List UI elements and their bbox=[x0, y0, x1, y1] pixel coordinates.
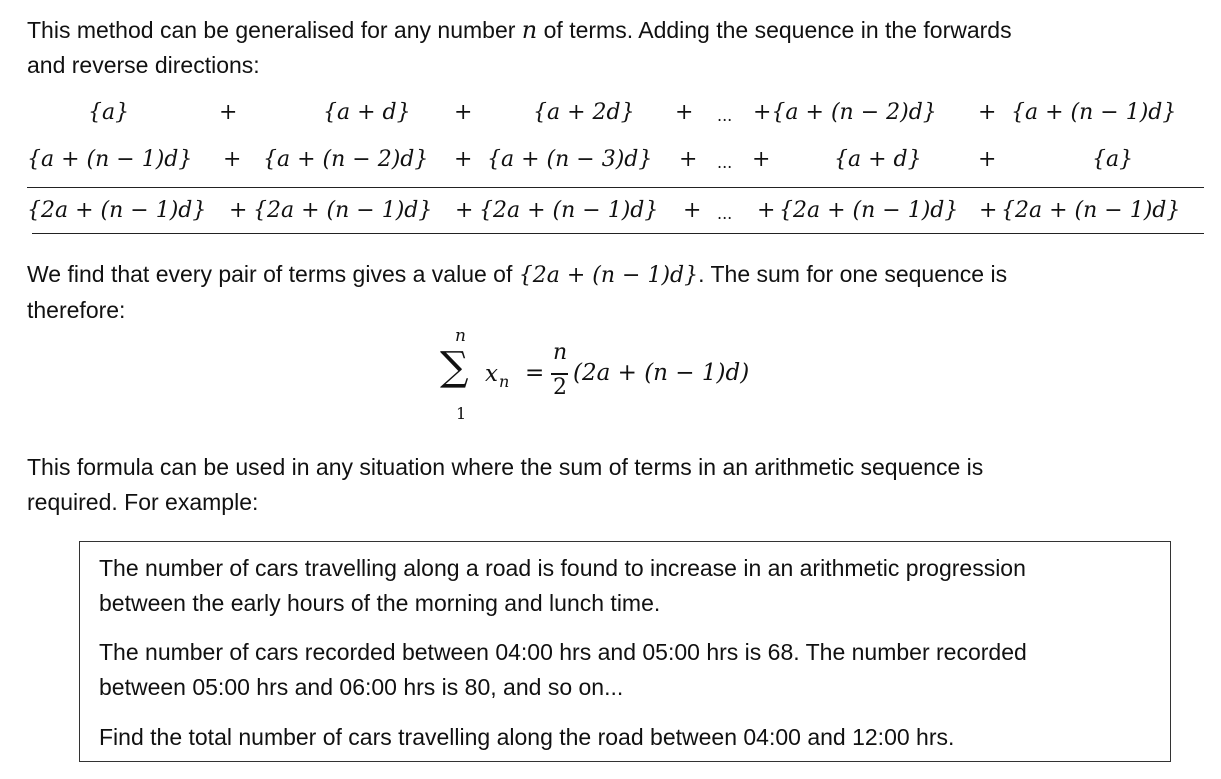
fwd-term-5: {a + (n − 1)d} bbox=[1011, 100, 1177, 125]
sum-rule-bottom bbox=[32, 233, 1204, 234]
reverse-sequence-row bbox=[27, 147, 1207, 181]
total-plus-2: + bbox=[455, 198, 474, 223]
rev-plus-3: + bbox=[679, 147, 698, 172]
usage-line-1: This formula can be used in any situation where the sum of terms in an arithmetic sequence is bbox=[27, 454, 984, 480]
example-p2-line-1: The number of cars recorded between 04:00 hrs and 05:00 hrs is 68. The number recorded bbox=[99, 639, 1027, 665]
total-plus-4: + bbox=[757, 198, 776, 223]
pair-text-1: We find that every pair of terms gives a value of bbox=[27, 261, 519, 287]
intro-text-2: of terms. Adding the sequence in the forwards bbox=[537, 17, 1012, 43]
intro-paragraph bbox=[27, 13, 1197, 83]
intro-line-1 bbox=[27, 13, 1197, 48]
usage-paragraph bbox=[27, 450, 1197, 520]
pair-line-2: therefore: bbox=[27, 297, 126, 323]
sigma-symbol: ∑ bbox=[440, 344, 469, 390]
usage-line-2: required. For example: bbox=[27, 489, 259, 515]
total-term-3: {2a + (n − 1)d} bbox=[479, 198, 659, 223]
total-ellipsis: ... bbox=[717, 204, 733, 223]
sum-upper-limit: n bbox=[455, 326, 466, 346]
total-row bbox=[27, 198, 1207, 232]
example-p1-line-1: The number of cars travelling along a road is found to increase in an arithmetic progression bbox=[99, 555, 1026, 581]
total-term-4: {2a + (n − 1)d} bbox=[779, 198, 959, 223]
term-subscript: n bbox=[499, 372, 510, 391]
fraction-numerator: n bbox=[553, 340, 568, 365]
total-term-5: {2a + (n − 1)d} bbox=[1001, 198, 1181, 223]
forward-sequence-row bbox=[27, 100, 1207, 134]
pair-text-2: . The sum for one sequence is bbox=[698, 261, 1008, 287]
fwd-plus-4: + bbox=[978, 100, 997, 125]
fwd-term-3: {a + 2d} bbox=[533, 100, 635, 125]
rev-plus-4: + bbox=[752, 147, 771, 172]
var-n: n bbox=[521, 16, 538, 44]
total-plus-1: + bbox=[229, 198, 248, 223]
rev-term-1: {a + (n − 1)d} bbox=[27, 147, 193, 172]
total-term-2: {2a + (n − 1)d} bbox=[253, 198, 433, 223]
term-x: x bbox=[485, 361, 498, 387]
example-paragraph-3: Find the total number of cars travelling along the road between 04:00 and 12:00 hrs. bbox=[99, 724, 955, 750]
example-p2-line-2: between 05:00 hrs and 06:00 hrs is 80, and so on... bbox=[99, 674, 624, 700]
sum-formula bbox=[440, 326, 800, 426]
fraction-denominator: 2 bbox=[553, 375, 567, 400]
total-plus-5: + bbox=[979, 198, 998, 223]
fwd-plus-3: + bbox=[675, 100, 694, 125]
fwd-term-4: +{a + (n − 2)d} bbox=[753, 100, 937, 125]
rev-plus-2: + bbox=[454, 147, 473, 172]
rev-plus-1: + bbox=[223, 147, 242, 172]
example-box bbox=[79, 541, 1171, 762]
rev-term-3: {a + (n − 3)d} bbox=[487, 147, 653, 172]
rev-term-4: {a + d} bbox=[834, 147, 922, 172]
sum-rule-top bbox=[27, 187, 1204, 188]
intro-text-1: This method can be generalised for any number bbox=[27, 17, 522, 43]
pair-expression: {2a + (n − 1)d} bbox=[518, 263, 699, 288]
formula-rhs: (2a + (n − 1)d) bbox=[573, 360, 750, 386]
fwd-plus-1: + bbox=[219, 100, 238, 125]
intro-line-2: and reverse directions: bbox=[27, 52, 260, 78]
fwd-plus-2: + bbox=[454, 100, 473, 125]
fwd-term-1: {a} bbox=[88, 100, 130, 125]
pair-line-1 bbox=[27, 257, 1197, 293]
pair-paragraph bbox=[27, 257, 1197, 328]
fwd-ellipsis: ... bbox=[717, 106, 733, 125]
sum-lower-limit: 1 bbox=[456, 404, 467, 423]
example-paragraph-2 bbox=[99, 635, 1159, 705]
rev-ellipsis: ... bbox=[717, 153, 733, 172]
total-term-1: {2a + (n − 1)d} bbox=[27, 198, 207, 223]
rev-term-5: {a} bbox=[1092, 147, 1134, 172]
equals-sign: = bbox=[525, 360, 545, 386]
total-plus-3: + bbox=[683, 198, 702, 223]
fwd-term-2: {a + d} bbox=[323, 100, 411, 125]
example-paragraph-1 bbox=[99, 551, 1159, 621]
rev-plus-5: + bbox=[978, 147, 997, 172]
rev-term-2: {a + (n − 2)d} bbox=[263, 147, 429, 172]
example-p1-line-2: between the early hours of the morning and lunch time. bbox=[99, 590, 661, 616]
